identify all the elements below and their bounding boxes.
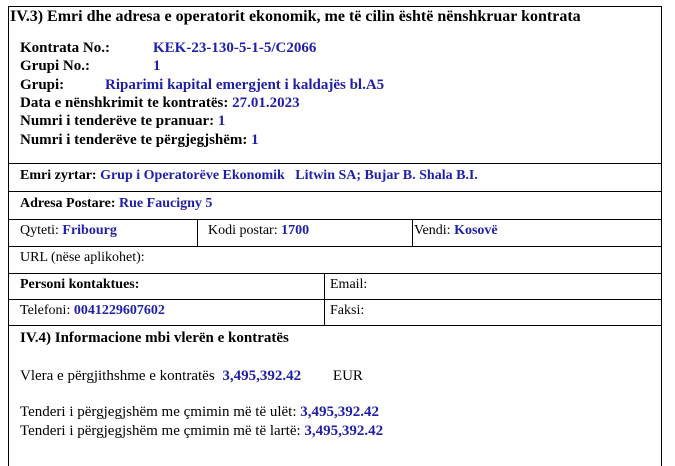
divider xyxy=(8,163,662,164)
group-no-label: Grupi No.: xyxy=(20,58,91,74)
postal-code-label: Kodi postar: xyxy=(208,223,278,238)
contact-person-label: Personi kontaktues: xyxy=(20,277,140,292)
contract-no-value: KEK-23-130-5-1-5/C2066 xyxy=(153,40,317,56)
lowest-value: 3,495,392.42 xyxy=(300,404,380,420)
group-no-value: 1 xyxy=(153,58,161,74)
country-label: Vendi: xyxy=(414,223,451,238)
cell-divider xyxy=(324,273,325,325)
section-4-title: IV.4) Informacione mbi vlerën e kontratës xyxy=(20,330,289,346)
total-value-label: Vlera e përgjithshme e kontratës xyxy=(20,368,215,384)
section-3-title: IV.3) Emri dhe adresa e operatorit ekonomik, me të cilin është nënshkruar kontrata xyxy=(10,8,581,25)
tenders-received-label: Numri i tenderëve te pranuar: xyxy=(20,113,215,129)
phone-cell xyxy=(20,303,165,319)
cell-divider xyxy=(197,219,198,246)
official-name-value: Grup i Operatorëve Ekonomik Litwin SA; Bujar B. Shala B.I. xyxy=(100,168,478,183)
postal-address-value: Rue Faucigny 5 xyxy=(119,196,213,211)
city-value: Fribourg xyxy=(62,223,117,238)
lowest-label: Tenderi i përgjegjshëm me çmimin më të ulët: xyxy=(20,404,297,420)
divider xyxy=(8,191,662,192)
cell-divider xyxy=(412,219,413,246)
phone-value: 0041229607602 xyxy=(73,303,165,318)
phone-label: Telefoni: xyxy=(20,303,71,318)
highest-label: Tenderi i përgjegjshëm me çmimin më të lartë: xyxy=(20,423,301,439)
sign-date-row xyxy=(20,95,300,112)
official-name-label: Emri zyrtar: xyxy=(20,168,97,183)
postal-address-row xyxy=(20,196,212,212)
total-value-row xyxy=(20,368,363,385)
divider xyxy=(8,325,662,326)
tenders-responsive-label: Numri i tenderëve te përgjegjshëm: xyxy=(20,132,248,148)
postal-address-label: Adresa Postare: xyxy=(20,196,116,211)
divider xyxy=(8,219,662,220)
divider xyxy=(8,246,662,247)
sign-date-label: Data e nënshkrimit te kontratës: xyxy=(20,95,229,111)
tenders-received-row xyxy=(20,113,225,130)
total-value: 3,495,392.42 xyxy=(222,368,302,384)
email-label: Email: xyxy=(330,277,368,292)
tenders-responsive-row xyxy=(20,132,259,149)
highest-row xyxy=(20,423,383,440)
tenders-received-value: 1 xyxy=(217,113,226,129)
fax-label: Faksi: xyxy=(330,303,365,318)
tenders-responsive-value: 1 xyxy=(251,132,259,148)
postal-code-cell xyxy=(208,223,309,239)
sign-date-value: 27.01.2023 xyxy=(232,95,300,111)
contract-no-label: Kontrata No.: xyxy=(20,40,110,56)
divider xyxy=(8,273,662,274)
city-cell xyxy=(20,223,117,239)
city-label: Qyteti: xyxy=(20,223,59,238)
url-label: URL (nëse aplikohet): xyxy=(20,250,145,265)
group-value: Riparimi kapital emergjent i kaldajës bl.A5 xyxy=(105,77,385,93)
group-label: Grupi: xyxy=(20,77,65,93)
divider xyxy=(8,299,662,300)
lowest-row xyxy=(20,404,379,421)
postal-code-value: 1700 xyxy=(281,223,310,238)
highest-value: 3,495,392.42 xyxy=(304,423,384,439)
country-value: Kosovë xyxy=(454,223,498,238)
official-name-row xyxy=(20,168,478,184)
country-cell xyxy=(414,223,498,239)
currency: EUR xyxy=(332,368,363,384)
